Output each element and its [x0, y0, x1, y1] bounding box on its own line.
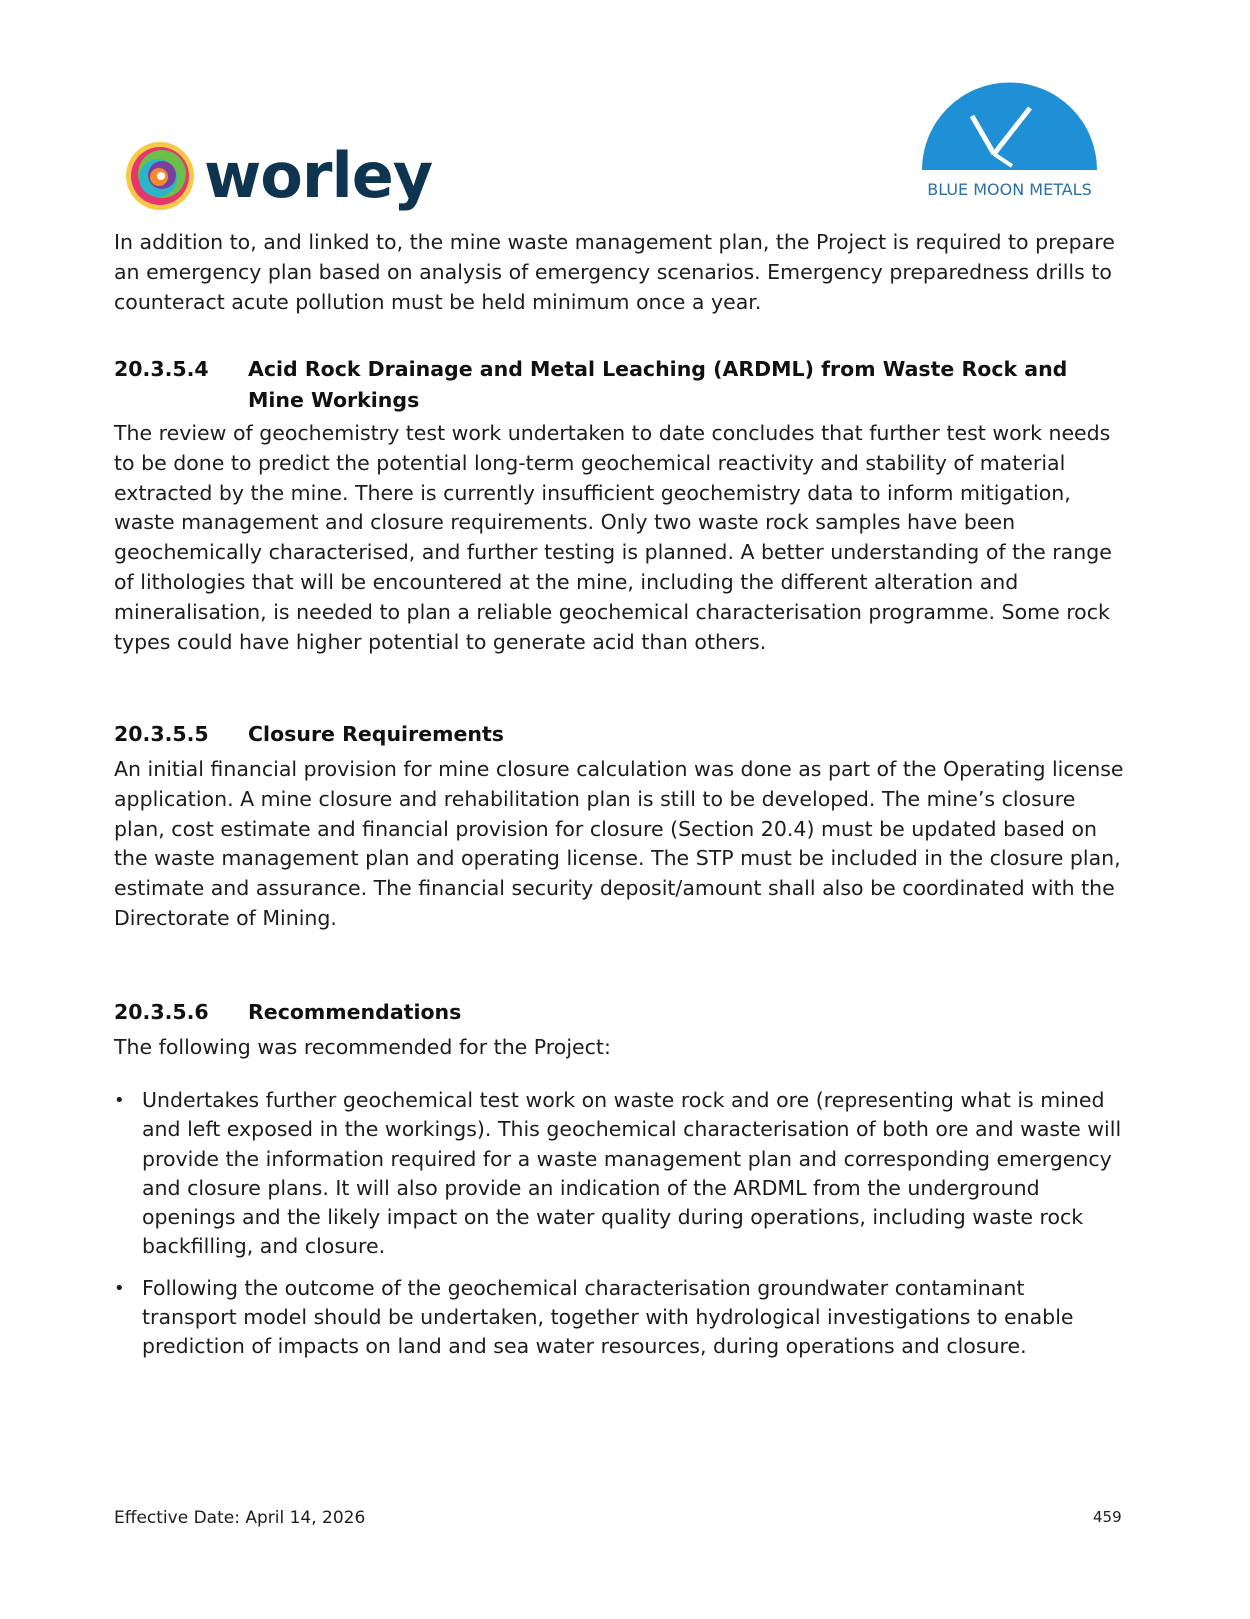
- section-title: Closure Requirements: [248, 722, 504, 746]
- section-title: Acid Rock Drainage and Metal Leaching (ARDML) from Waste Rock and Mine Workings: [248, 357, 1068, 412]
- section-title: Recommendations: [248, 1000, 462, 1024]
- footer-page-number: 459: [1093, 1508, 1122, 1526]
- section-number: 20.3.5.6: [114, 1000, 209, 1024]
- blue-moon-metals-text: BLUE MOON METALS: [927, 180, 1092, 199]
- intro-paragraph: In addition to, and linked to, the mine waste management plan, the Project is required to prepare an emergency plan based on analysis of emergency scenarios. Emergency preparedness drills to counteract acute pollution must be held minimum once a year.: [114, 230, 1115, 314]
- section-number: 20.3.5.4: [114, 357, 209, 381]
- blue-moon-icon: [912, 78, 1107, 178]
- recommendations-list: [114, 1086, 1124, 1374]
- worley-logo: [124, 136, 432, 216]
- section-heading-20-3-5-4: [114, 354, 1108, 416]
- footer-effective-date: Effective Date: April 14, 2026: [114, 1508, 366, 1528]
- list-item: • Following the outcome of the geochemical characterisation groundwater contaminant transport model should be undertaken, together with hydrological investigations to enable prediction of impacts on land and sea water resources, during operations and closure.: [114, 1274, 1124, 1362]
- section-heading-20-3-5-6: [114, 997, 1108, 1028]
- list-item: • Undertakes further geochemical test work on waste rock and ore (representing what is mined and left exposed in the workings). This geochemical characterisation of both ore and waste will provide the information required for a waste management plan and corresponding emergency and closure plans. It will also provide an indication of the ARDML from the underground openings and the likely impact on the water quality during operations, including waste rock backfilling, and closure.: [114, 1086, 1124, 1262]
- blue-moon-metals-logo: [912, 78, 1107, 208]
- section-body-20-3-5-5: An initial financial provision for mine closure calculation was done as part of the Operating license application. A mine closure and rehabilitation plan is still to be developed. The mine’s closure plan, cost estimate and financial provision for closure (Section 20.4) must be updated based on the waste management plan and operating license. The STP must be included in the closure plan, estimate and assurance. The financial security deposit/amount shall also be coordinated with the Directorate of Mining.: [114, 757, 1124, 930]
- worley-swirl-icon: [124, 140, 196, 212]
- section-body-20-3-5-6: The following was recommended for the Project:: [114, 1035, 611, 1059]
- worley-logo-text: worley: [204, 139, 433, 212]
- section-body-20-3-5-4: The review of geochemistry test work undertaken to date concludes that further test work needs to be done to predict the potential long-term geochemical reactivity and stability of material extracted by the mine. There is currently insufficient geochemistry data to inform mitigation, waste management and closure requirements. Only two waste rock samples have been geochemically characterised, and further testing is planned. A better understanding of the range of lithologies that will be encountered at the mine, including the different alteration and mineralisation, is needed to plan a reliable geochemical characterisation programme. Some rock types could have higher potential to generate acid than others.: [114, 421, 1112, 654]
- section-number: 20.3.5.5: [114, 722, 209, 746]
- section-heading-20-3-5-5: [114, 719, 1108, 750]
